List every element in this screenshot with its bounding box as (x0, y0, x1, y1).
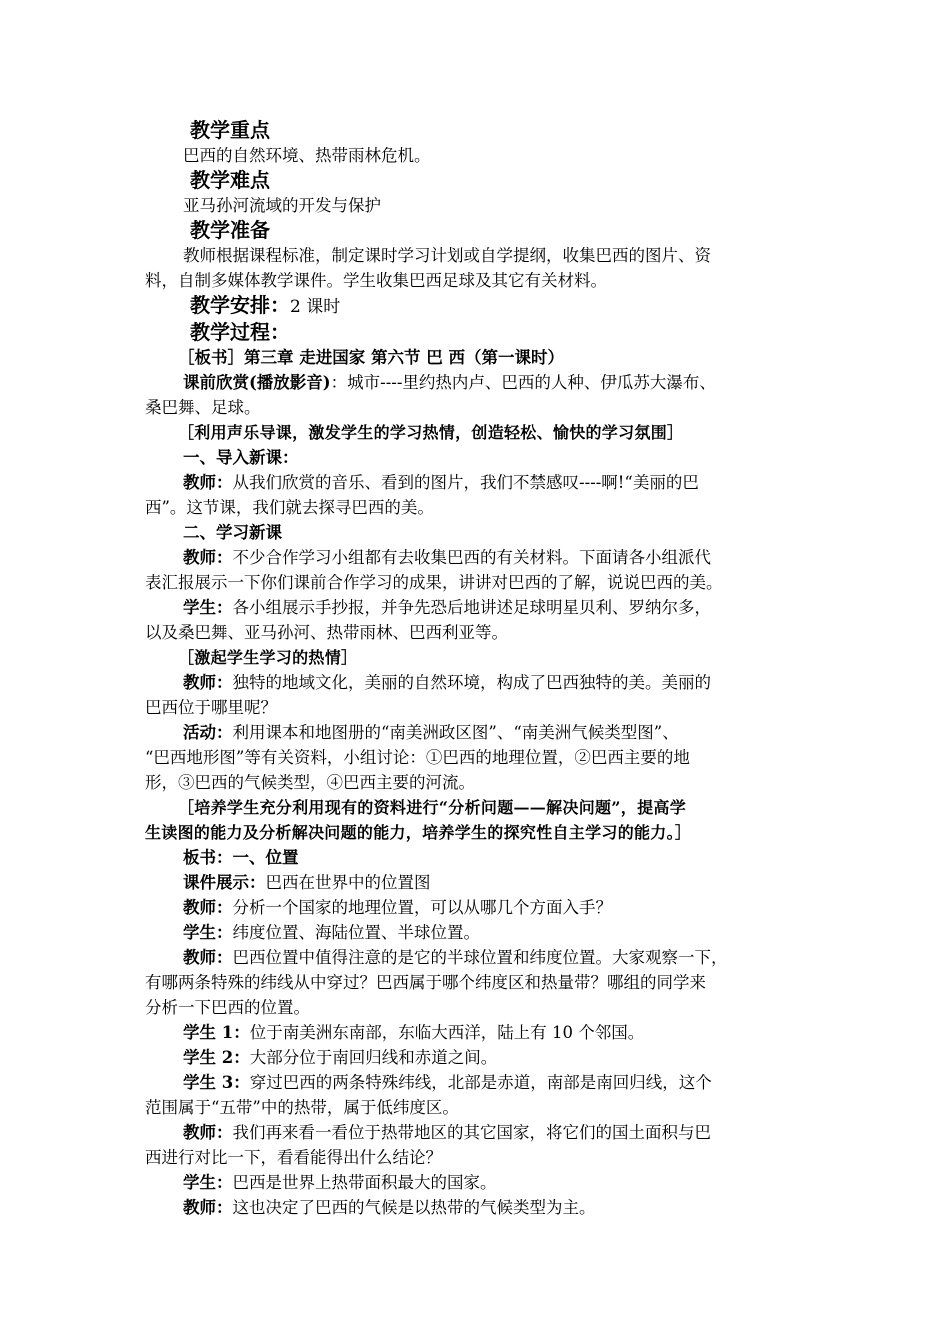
student-label: 学生： (183, 923, 233, 942)
activity-label: 活动： (183, 723, 233, 742)
teacher-label: 教师： (183, 1198, 233, 1217)
student-3-line (145, 1170, 815, 1195)
teacher-6-text: 我们再来看一看位于热带地区的其它国家，将它们的国土面积与巴 (232, 1123, 711, 1142)
heading-difficulties: 教学难点 (190, 168, 270, 192)
student-2-text: 纬度位置、海陆位置、半球位置。 (232, 923, 480, 942)
teacher-5-line-3: 分析一下巴西的位置。 (145, 998, 310, 1017)
teacher-label: 教师： (183, 673, 233, 692)
teacher-7-text: 这也决定了巴西的气候是以热带的气候类型为主。 (232, 1198, 596, 1217)
arrangement-label: 教学安排： (190, 293, 290, 317)
board-title: ［板书］第三章 走进国家 第六节 巴 西（第一课时） (178, 348, 564, 367)
teacher-label: 教师： (183, 948, 233, 967)
student-3-label: 学生 3： (183, 1073, 250, 1092)
teacher-4-line (145, 895, 815, 920)
teacher-3-line-1 (145, 670, 815, 695)
student-c-line-1 (145, 1070, 815, 1095)
student-label: 学生： (183, 1173, 233, 1192)
student-2-line (145, 920, 815, 945)
pre-appreciation-text: ：城市----里约热内卢、巴西的人种、伊瓜苏大瀑布、 (330, 373, 716, 392)
student-c-text: 穿过巴西的两条特殊纬线，北部是赤道，南部是南回归线，这个 (249, 1073, 712, 1092)
difficulties-text: 亚马孙河流域的开发与保护 (183, 196, 381, 215)
courseware-text: 巴西在世界中的位置图 (265, 873, 431, 892)
student-1-label: 学生 1： (183, 1023, 250, 1042)
heading-process: 教学过程： (190, 320, 290, 344)
student-a-text: 位于南美洲东南部，东临大西洋，陆上有 10 个邻国。 (249, 1023, 645, 1042)
student-1-text: 各小组展示手抄报，并争先恐后地讲述足球明星贝利、罗纳尔多， (232, 598, 711, 617)
teacher-6-line-1 (145, 1120, 815, 1145)
section-import: 一、导入新课： (183, 448, 299, 467)
student-1-line-1 (145, 595, 815, 620)
preparation-line-1: 教师根据课程标准，制定课时学习计划或自学提纲，收集巴西的图片、资 (183, 246, 711, 265)
teacher-2-line-2: 表汇报展示一下你们课前合作学习的成果，讲讲对巴西的了解，说说巴西的美。 (145, 573, 723, 592)
teacher-label: 教师： (183, 898, 233, 917)
teacher-5-text: 巴西位置中值得注意的是它的半球位置和纬度位置。大家观察一下， (232, 948, 728, 967)
teacher-1-line-1 (145, 470, 815, 495)
teacher-3-text: 独特的地域文化，美丽的自然环境，构成了巴西独特的美。美丽的 (232, 673, 711, 692)
pre-appreciation-line-2: 桑巴舞、足球。 (145, 398, 261, 417)
courseware-line (145, 870, 815, 895)
teacher-label: 教师： (183, 1123, 233, 1142)
teacher-4-text: 分析一个国家的地理位置，可以从哪几个方面入手？ (232, 898, 612, 917)
document-page (145, 118, 815, 1220)
note-intro: ［利用声乐导课，激发学生的学习热情，创造轻松、愉快的学习氛围］ (178, 423, 684, 442)
teacher-label: 教师： (183, 548, 233, 567)
courseware-label: 课件展示： (183, 873, 266, 892)
section-new-lesson: 二、学习新课 (183, 523, 282, 542)
teacher-1-line-2: 西”。这节课，我们就去探寻巴西的美。 (145, 498, 434, 517)
student-b-text: 大部分位于南回归线和赤道之间。 (249, 1048, 498, 1067)
teacher-5-line-2: 有哪两条特殊的纬线从中穿过？巴西属于哪个纬度区和热量带？哪组的同学来 (145, 973, 706, 992)
arrangement-value: 2 课时 (290, 297, 341, 317)
pre-appreciation-label: 课前欣赏(播放影音) (183, 373, 331, 392)
activity-line-1 (145, 720, 815, 745)
note-enthusiasm: ［激起学生学习的热情］ (178, 648, 358, 667)
note-analysis-line-1: ［培养学生充分利用现有的资料进行“分析问题——解决问题”，提高学 (178, 798, 687, 817)
student-3-text: 巴西是世界上热带面积最大的国家。 (232, 1173, 497, 1192)
teacher-6-line-2: 西进行对比一下，看看能得出什么结论？ (145, 1148, 442, 1167)
board-position: 板书：一、位置 (183, 848, 299, 867)
student-b-line (145, 1045, 815, 1070)
key-points-text: 巴西的自然环境、热带雨林危机。 (183, 146, 431, 165)
activity-line-3: 形，③巴西的气候类型，④巴西主要的河流。 (145, 773, 475, 792)
teacher-label: 教师： (183, 473, 233, 492)
teacher-1-text: 从我们欣赏的音乐、看到的图片，我们不禁感叹----啊!“美丽的巴 (232, 473, 699, 492)
heading-arrangement (145, 293, 815, 320)
teacher-2-text: 不少合作学习小组都有去收集巴西的有关材料。下面请各小组派代 (232, 548, 711, 567)
note-analysis-line-2: 生读图的能力及分析解决问题的能力，培养学生的探究性自主学习的能力。］ (145, 823, 692, 842)
student-1-line-2: 以及桑巴舞、亚马孙河、热带雨林、巴西利亚等。 (145, 623, 508, 642)
heading-key-points: 教学重点 (190, 118, 270, 142)
student-c-line-2: 范围属于“五带”中的热带，属于低纬度区。 (145, 1098, 459, 1117)
activity-text: 利用课本和地图册的“南美洲政区图”、“南美洲气候类型图”、 (232, 723, 679, 742)
student-a-line (145, 1020, 815, 1045)
teacher-7-line (145, 1195, 815, 1220)
student-2-label: 学生 2： (183, 1048, 250, 1067)
teacher-2-line-1 (145, 545, 815, 570)
activity-line-2: “巴西地形图”等有关资料，小组讨论：①巴西的地理位置，②巴西主要的地 (145, 748, 690, 767)
pre-appreciation-line-1 (145, 370, 815, 395)
heading-preparation: 教学准备 (190, 218, 270, 242)
teacher-3-line-2: 巴西位于哪里呢？ (145, 698, 277, 717)
teacher-5-line-1 (145, 945, 815, 970)
student-label: 学生： (183, 598, 233, 617)
preparation-line-2: 料，自制多媒体教学课件。学生收集巴西足球及其它有关材料。 (145, 271, 607, 290)
